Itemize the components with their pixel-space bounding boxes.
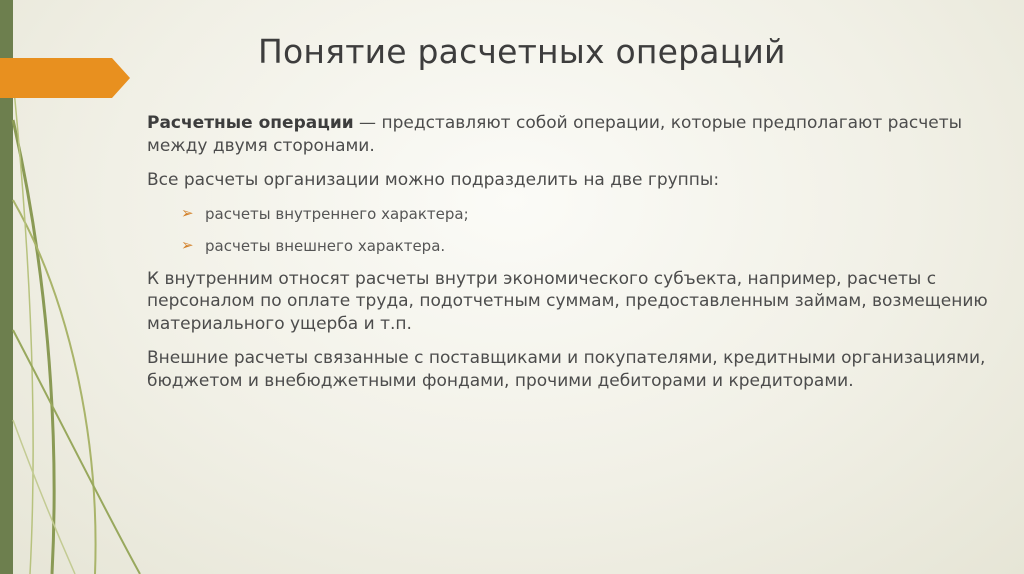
accent-arrow: [0, 58, 130, 98]
decor-curve: [13, 120, 54, 574]
title-accent-shape: [0, 58, 130, 98]
groups-intro: Все расчеты организации можно подразделить на две группы:: [147, 170, 720, 190]
list-item-label: расчеты внешнего характера.: [205, 236, 446, 255]
groups-list: [147, 204, 1017, 256]
definition-text: — представляют собой операции, которые предполагают расчеты между двумя сторонами.: [147, 113, 963, 156]
chevron-right-icon: ➢: [181, 203, 194, 222]
list-item: [177, 236, 1017, 256]
chevron-right-icon: ➢: [181, 235, 194, 254]
slide-content: [147, 112, 1017, 404]
external-paragraph: Внешние расчеты связанные с поставщиками и покупателями, кредитными организациями, бюджетом и внебюджетными фондами, прочими дебиторами и кредиторами.: [147, 348, 986, 391]
definition-paragraph: [147, 112, 1017, 157]
list-item-label: расчеты внутреннего характера;: [205, 204, 469, 223]
internal-paragraph: К внутренним относят расчеты внутри экономического субъекта, например, расчеты с персоналом по оплате труда, подотчетным суммам, предоставленным займам, возмещению материального ущерба и т.п.: [147, 268, 988, 334]
decor-curve: [13, 80, 33, 574]
slide-title: Понятие расчетных операций: [258, 32, 786, 71]
definition-term: Расчетные операции: [147, 113, 354, 133]
list-item: [177, 204, 1017, 224]
decor-curve: [13, 420, 75, 574]
